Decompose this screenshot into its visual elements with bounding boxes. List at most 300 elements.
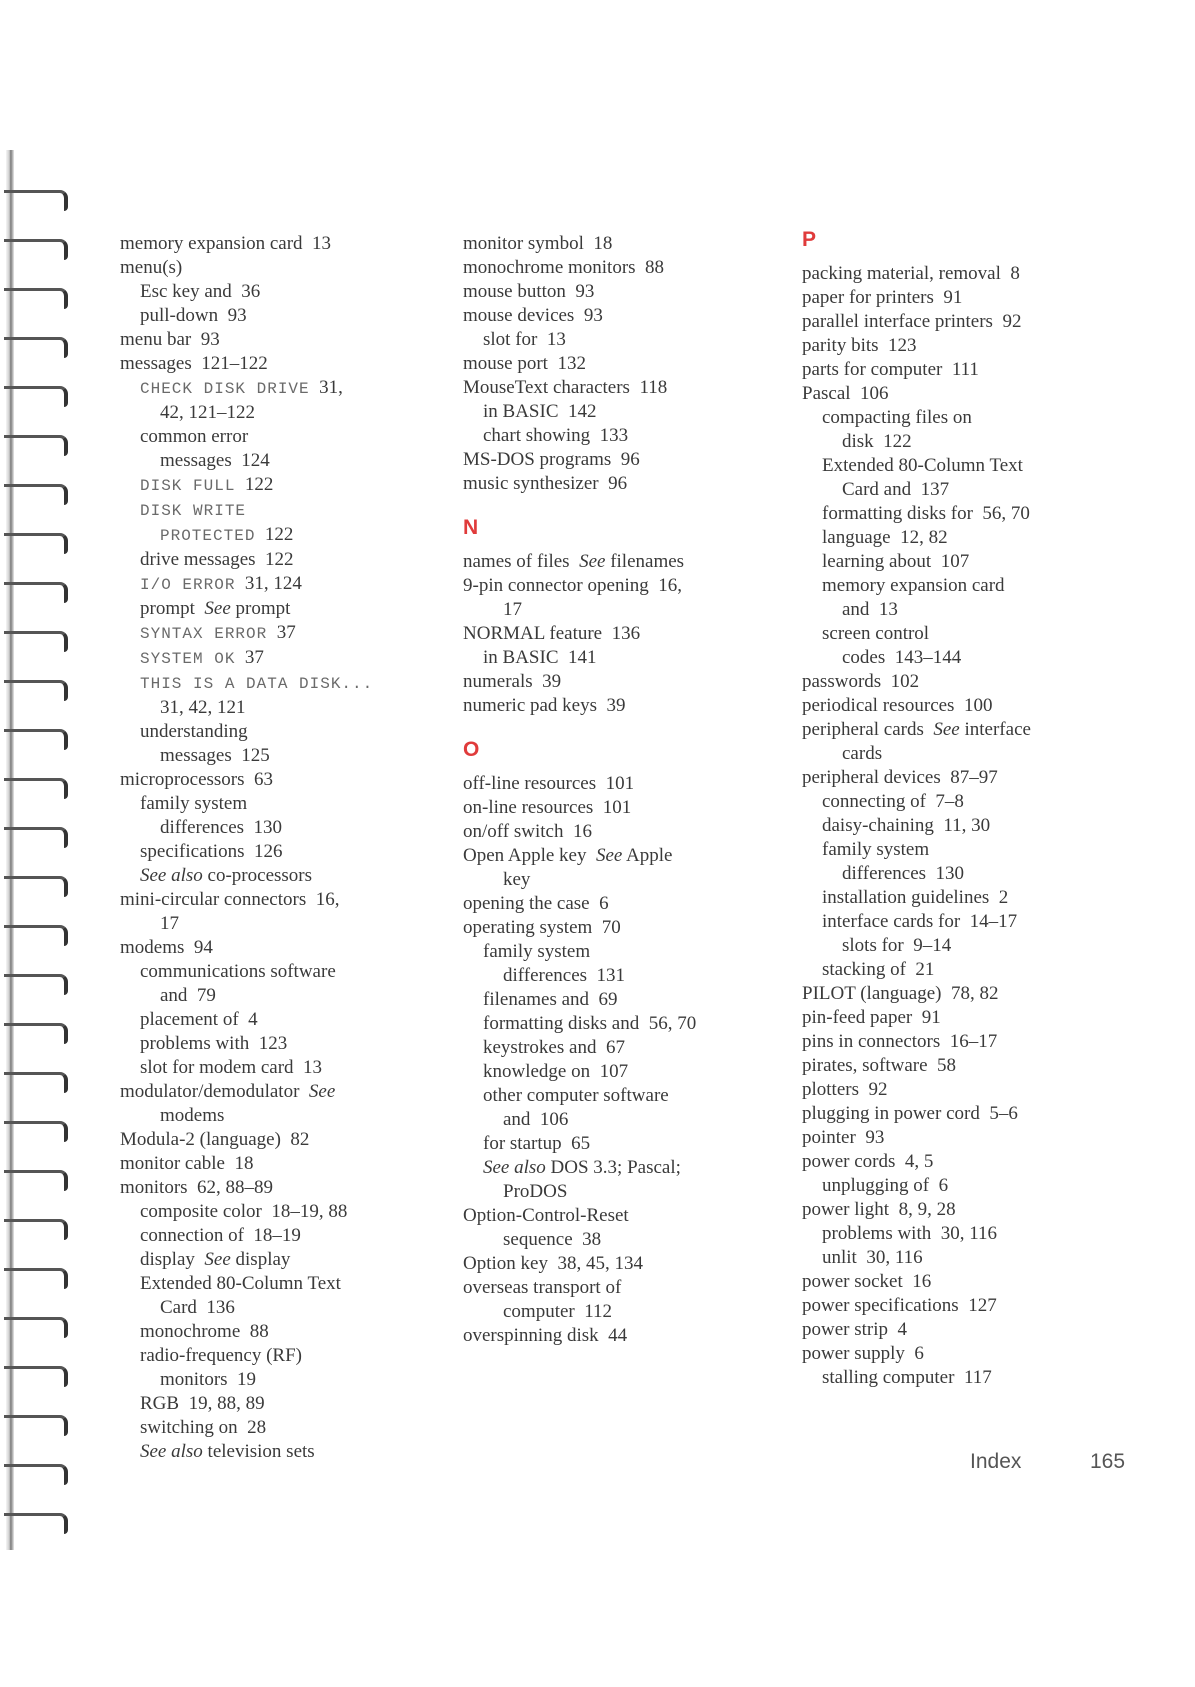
entry-text: problems with 30, 116 [822, 1223, 998, 1244]
entry-text: pointer 93 [802, 1127, 885, 1148]
entry-text: RGB 19, 88, 89 [140, 1393, 265, 1414]
cross-reference: See also [140, 1441, 203, 1462]
index-column-1 [120, 232, 450, 1464]
entry-text: keystrokes and 67 [483, 1037, 625, 1058]
binding-coil [4, 1268, 68, 1289]
binding-coil [4, 386, 68, 407]
index-subentry [802, 1174, 1132, 1198]
index-subentry [802, 1222, 1132, 1246]
entry-text: Pascal 106 [802, 383, 889, 404]
message-code: DISK FULL [140, 477, 236, 495]
index-subentry [802, 406, 1132, 430]
entry-text: differences 130 [160, 817, 283, 838]
index-entry [802, 670, 1132, 694]
entry-text: cards [842, 743, 883, 764]
entry-text: chart showing 133 [483, 425, 629, 446]
entry-text: and 13 [842, 599, 898, 620]
index-subentry [120, 646, 450, 671]
binding-coil [4, 1072, 68, 1093]
index-entry [463, 844, 793, 868]
entry-text: names of files [463, 551, 580, 572]
cross-reference: See [595, 845, 623, 866]
binding-coil [4, 1513, 68, 1534]
message-code: SYNTAX ERROR [140, 625, 268, 643]
entry-text: daisy-chaining 11, 30 [822, 815, 991, 836]
index-subentry [120, 1440, 450, 1464]
index-subentry [120, 572, 450, 597]
index-subentry [463, 988, 793, 1012]
index-entry [463, 550, 793, 574]
binding-coil [4, 1366, 68, 1387]
entry-text: plugging in power cord 5–6 [802, 1103, 1018, 1124]
message-code: PROTECTED [160, 527, 256, 545]
entry-text: messages 125 [160, 745, 270, 766]
entry-text: understanding [140, 721, 248, 742]
index-subentry [120, 1224, 450, 1248]
entry-text: in BASIC 142 [483, 401, 597, 422]
entry-text: mouse devices 93 [463, 305, 603, 326]
index-entry [120, 1080, 450, 1104]
entry-text: language 12, 82 [822, 527, 948, 548]
entry-text: monitor symbol 18 [463, 233, 613, 254]
index-entry [463, 232, 793, 256]
index-subentry [463, 868, 793, 892]
index-subentry [120, 523, 450, 548]
cross-reference: See also [140, 865, 203, 886]
index-entry [120, 1176, 450, 1200]
index-subentry [802, 958, 1132, 982]
index-subentry [802, 910, 1132, 934]
index-entry [120, 352, 450, 376]
entry-text: 9-pin connector opening 16, [463, 575, 682, 596]
entry-text: knowledge on 107 [483, 1061, 629, 1082]
index-entry [463, 670, 793, 694]
entry-text: formatting disks for 56, 70 [822, 503, 1030, 524]
index-subentry [120, 1320, 450, 1344]
entry-text: mouse port 132 [463, 353, 586, 374]
binding-coil [4, 1121, 68, 1142]
cross-reference: See [308, 1081, 336, 1102]
index-entry [120, 1152, 450, 1176]
index-subentry [120, 1104, 450, 1128]
index-subentry [120, 720, 450, 744]
entry-text: interface cards for 14–17 [822, 911, 1018, 932]
entry-text: 31, 42, 121 [160, 697, 246, 718]
index-subentry [802, 742, 1132, 766]
entry-text: NORMAL feature 136 [463, 623, 641, 644]
index-subentry [802, 526, 1132, 550]
cross-reference-target: co-processors [202, 865, 313, 886]
entry-text: monitors 62, 88–89 [120, 1177, 274, 1198]
binding-coil [4, 1170, 68, 1191]
entry-text: passwords 102 [802, 671, 920, 692]
index-entry [802, 310, 1132, 334]
message-code: I/O ERROR [140, 576, 236, 594]
entry-text: 31, 124 [235, 573, 302, 594]
entry-text: family system [483, 941, 591, 962]
index-entry [802, 1342, 1132, 1366]
entry-text: parts for computer 111 [802, 359, 979, 380]
entry-text: Open Apple key [463, 845, 596, 866]
binding-coil [4, 337, 68, 358]
entry-text: monochrome monitors 88 [463, 257, 665, 278]
index-subentry [120, 1416, 450, 1440]
entry-text: monochrome 88 [140, 1321, 269, 1342]
index-subentry [463, 1012, 793, 1036]
index-subentry [802, 934, 1132, 958]
index-entry [802, 382, 1132, 406]
entry-text: other computer software [483, 1085, 669, 1106]
index-subentry [120, 1368, 450, 1392]
index-entry [120, 256, 450, 280]
index-entry [802, 334, 1132, 358]
entry-text: compacting files on [822, 407, 972, 428]
index-subentry [802, 790, 1132, 814]
index-subentry [120, 1200, 450, 1224]
cross-reference-target: prompt [230, 598, 291, 619]
binding-coil [4, 1415, 68, 1436]
entry-text: opening the case 6 [463, 893, 609, 914]
index-entry [802, 1126, 1132, 1150]
index-subentry [802, 1366, 1132, 1390]
index-subentry [463, 1108, 793, 1132]
binding-coil [4, 827, 68, 848]
entry-text: monitor cable 18 [120, 1153, 254, 1174]
index-entry [802, 1006, 1132, 1030]
index-entry [120, 936, 450, 960]
entry-text: operating system 70 [463, 917, 621, 938]
binding-coil [4, 729, 68, 750]
cross-reference: See [933, 719, 960, 740]
index-subentry [120, 498, 450, 523]
index-subentry [120, 864, 450, 888]
section-letter: O [463, 738, 480, 761]
index-entry [463, 694, 793, 718]
index-subentry [120, 671, 450, 696]
index-entry [802, 694, 1132, 718]
cross-reference: See also [483, 1157, 546, 1178]
index-entry [463, 1324, 793, 1348]
entry-text: family system [140, 793, 248, 814]
index-subentry [120, 449, 450, 473]
binding-coil [4, 778, 68, 799]
entry-text: overspinning disk 44 [463, 1325, 628, 1346]
entry-text: Card 136 [160, 1297, 235, 1318]
index-entry [120, 888, 450, 912]
entry-text: 31, [309, 377, 343, 398]
entry-text: menu(s) [120, 257, 183, 278]
entry-text: switching on 28 [140, 1417, 267, 1438]
entry-text: pins in connectors 16–17 [802, 1031, 998, 1052]
index-entry [463, 772, 793, 796]
cross-reference: See [204, 598, 231, 619]
entry-text: differences 130 [842, 863, 965, 884]
entry-text: messages 121–122 [120, 353, 268, 374]
entry-text: display [140, 1249, 205, 1270]
entry-text: problems with 123 [140, 1033, 288, 1054]
entry-text: in BASIC 141 [483, 647, 597, 668]
index-entry [463, 820, 793, 844]
index-subentry [120, 816, 450, 840]
entry-text: numeric pad keys 39 [463, 695, 626, 716]
cross-reference-target: television sets [202, 1441, 315, 1462]
entry-text: mini-circular connectors 16, [120, 889, 340, 910]
entry-text: memory expansion card [822, 575, 1005, 596]
entry-text: 122 [235, 474, 274, 495]
entry-text: filenames and 69 [483, 989, 618, 1010]
index-entry [802, 358, 1132, 382]
entry-text: and 79 [160, 985, 216, 1006]
entry-text: music synthesizer 96 [463, 473, 628, 494]
index-subentry [120, 280, 450, 304]
binding-coil [4, 484, 68, 505]
index-subentry [802, 838, 1132, 862]
entry-text: radio-frequency (RF) [140, 1345, 302, 1366]
index-subentry [463, 1036, 793, 1060]
index-entry [802, 1198, 1132, 1222]
index-entry [802, 262, 1132, 286]
message-code: THIS IS A DATA DISK... [140, 675, 374, 693]
index-subentry [120, 1344, 450, 1368]
index-entry [463, 352, 793, 376]
entry-text: pin-feed paper 91 [802, 1007, 941, 1028]
entry-text: formatting disks and 56, 70 [483, 1013, 697, 1034]
index-entry [802, 1270, 1132, 1294]
index-subentry [120, 912, 450, 936]
binding-coil [4, 239, 68, 260]
entry-text: 42, 121–122 [160, 402, 255, 423]
index-subentry [463, 598, 793, 622]
entry-text: MS-DOS programs 96 [463, 449, 640, 470]
index-subentry [802, 502, 1132, 526]
binding-coil [4, 435, 68, 456]
index-subentry [802, 814, 1132, 838]
entry-text: menu bar 93 [120, 329, 220, 350]
index-subentry [120, 548, 450, 572]
cross-reference-target: interface [959, 719, 1031, 740]
index-subentry [120, 1248, 450, 1272]
cross-reference-target: Apple [622, 845, 673, 866]
index-entry [802, 718, 1132, 742]
footer-section-title: Index [970, 1450, 1022, 1473]
entry-text: learning about 107 [822, 551, 970, 572]
entry-text: power cords 4, 5 [802, 1151, 934, 1172]
entry-text: mouse button 93 [463, 281, 595, 302]
index-subentry [120, 840, 450, 864]
entry-text: Modula-2 (language) 82 [120, 1129, 310, 1150]
entry-text: connection of 18–19 [140, 1225, 301, 1246]
entry-text: Extended 80-Column Text [140, 1273, 341, 1294]
index-entry [463, 1276, 793, 1300]
index-entry [802, 982, 1132, 1006]
entry-text: unplugging of 6 [822, 1175, 949, 1196]
cross-reference: See [579, 551, 606, 572]
entry-text: stalling computer 117 [822, 1367, 992, 1388]
entry-text: peripheral devices 87–97 [802, 767, 998, 788]
entry-text: slot for 13 [483, 329, 566, 350]
index-subentry [802, 622, 1132, 646]
entry-text: disk 122 [842, 431, 912, 452]
entry-text: Option key 38, 45, 134 [463, 1253, 643, 1274]
binding-spine [6, 150, 14, 1550]
entry-text: ProDOS [503, 1181, 568, 1202]
index-subentry [120, 744, 450, 768]
index-subentry [120, 792, 450, 816]
index-subentry [802, 1246, 1132, 1270]
index-entry [802, 1102, 1132, 1126]
binding-coil [4, 190, 68, 211]
entry-text: drive messages 122 [140, 549, 294, 570]
index-subentry [120, 1008, 450, 1032]
index-subentry [463, 940, 793, 964]
index-subentry [120, 984, 450, 1008]
index-subentry [120, 473, 450, 498]
entry-text: power supply 6 [802, 1343, 924, 1364]
binding-coil [4, 680, 68, 701]
entry-text: connecting of 7–8 [822, 791, 964, 812]
index-subentry [463, 964, 793, 988]
entry-text: 37 [267, 622, 296, 643]
index-subentry [463, 1300, 793, 1324]
index-entry [463, 448, 793, 472]
index-subentry [802, 430, 1132, 454]
entry-text: numerals 39 [463, 671, 562, 692]
entry-text: modulator/demodulator [120, 1081, 309, 1102]
page-number: 165 [1090, 1450, 1126, 1473]
entry-text: 17 [503, 599, 522, 620]
index-subentry [802, 478, 1132, 502]
index-subentry [120, 304, 450, 328]
cross-reference-target: display [230, 1249, 291, 1270]
index-subentry [802, 886, 1132, 910]
entry-text: Option-Control-Reset [463, 1205, 629, 1226]
binding-coil [4, 288, 68, 309]
index-subentry [463, 1228, 793, 1252]
index-subentry [120, 401, 450, 425]
entry-text: placement of 4 [140, 1009, 258, 1030]
section-letter: P [802, 228, 817, 251]
binding-coil [4, 1219, 68, 1240]
index-entry [463, 892, 793, 916]
binding-coil [4, 533, 68, 554]
entry-text: 17 [160, 913, 179, 934]
entry-text: periodical resources 100 [802, 695, 993, 716]
spiral-binding [0, 150, 70, 1550]
index-entry [463, 304, 793, 328]
entry-text: power socket 16 [802, 1271, 932, 1292]
entry-text: PILOT (language) 78, 82 [802, 983, 999, 1004]
entry-text: specifications 126 [140, 841, 283, 862]
entry-text: power strip 4 [802, 1319, 908, 1340]
index-entry [463, 916, 793, 940]
entry-text: modems [160, 1105, 225, 1126]
index-subentry [463, 1084, 793, 1108]
index-entry [463, 1252, 793, 1276]
entry-text: installation guidelines 2 [822, 887, 1009, 908]
binding-coil [4, 925, 68, 946]
index-subentry [120, 1272, 450, 1296]
index-subentry [120, 621, 450, 646]
index-subentry [463, 1132, 793, 1156]
binding-coil [4, 1023, 68, 1044]
index-entry [463, 256, 793, 280]
index-subentry [463, 424, 793, 448]
entry-text: monitors 19 [160, 1369, 257, 1390]
index-entry [463, 622, 793, 646]
entry-text: modems 94 [120, 937, 213, 958]
entry-text: on/off switch 16 [463, 821, 592, 842]
index-subentry [802, 574, 1132, 598]
index-entry [120, 232, 450, 256]
index-subentry [120, 1296, 450, 1320]
index-entry [802, 1030, 1132, 1054]
index-subentry [120, 1032, 450, 1056]
index-subentry [120, 1056, 450, 1080]
index-entry [802, 1150, 1132, 1174]
index-subentry [463, 1060, 793, 1084]
entry-text: Extended 80-Column Text [822, 455, 1023, 476]
binding-coil [4, 876, 68, 897]
entry-text: memory expansion card 13 [120, 233, 332, 254]
binding-coil [4, 1317, 68, 1338]
entry-text: stacking of 21 [822, 959, 935, 980]
index-entry [120, 328, 450, 352]
entry-text: key [503, 869, 531, 890]
entry-text: peripheral cards [802, 719, 934, 740]
message-code: DISK WRITE [140, 502, 247, 520]
index-entry [802, 286, 1132, 310]
message-code: SYSTEM OK [140, 650, 236, 668]
entry-text: packing material, removal 8 [802, 263, 1020, 284]
entry-text: parallel interface printers 92 [802, 311, 1022, 332]
cross-reference-target: DOS 3.3; Pascal; [545, 1157, 681, 1178]
entry-text: communications software [140, 961, 336, 982]
entry-text: family system [822, 839, 930, 860]
cross-reference: See [204, 1249, 231, 1270]
index-entry [463, 280, 793, 304]
entry-text: off-line resources 101 [463, 773, 635, 794]
index-subentry [120, 376, 450, 401]
entry-text: computer 112 [503, 1301, 613, 1322]
index-subentry [120, 696, 450, 720]
index-entry [120, 1128, 450, 1152]
message-code: CHECK DISK DRIVE [140, 380, 310, 398]
binding-coil [4, 631, 68, 652]
index-subentry [463, 646, 793, 670]
entry-text: overseas transport of [463, 1277, 622, 1298]
entry-text: differences 131 [503, 965, 626, 986]
entry-text: power light 8, 9, 28 [802, 1199, 956, 1220]
index-subentry [802, 598, 1132, 622]
index-subentry [120, 425, 450, 449]
entry-text: slots for 9–14 [842, 935, 952, 956]
entry-text: composite color 18–19, 88 [140, 1201, 348, 1222]
section-letter: N [463, 516, 479, 539]
entry-text: screen control [822, 623, 930, 644]
index-subentry [802, 550, 1132, 574]
index-entry [802, 1294, 1132, 1318]
index-subentry [120, 597, 450, 621]
entry-text: Esc key and 36 [140, 281, 261, 302]
entry-text: 37 [235, 647, 264, 668]
index-entry [120, 768, 450, 792]
entry-text: prompt [140, 598, 205, 619]
index-entry [463, 1204, 793, 1228]
entry-text: for startup 65 [483, 1133, 591, 1154]
entry-text: 122 [255, 524, 294, 545]
index-subentry [463, 1180, 793, 1204]
index-entry [463, 796, 793, 820]
